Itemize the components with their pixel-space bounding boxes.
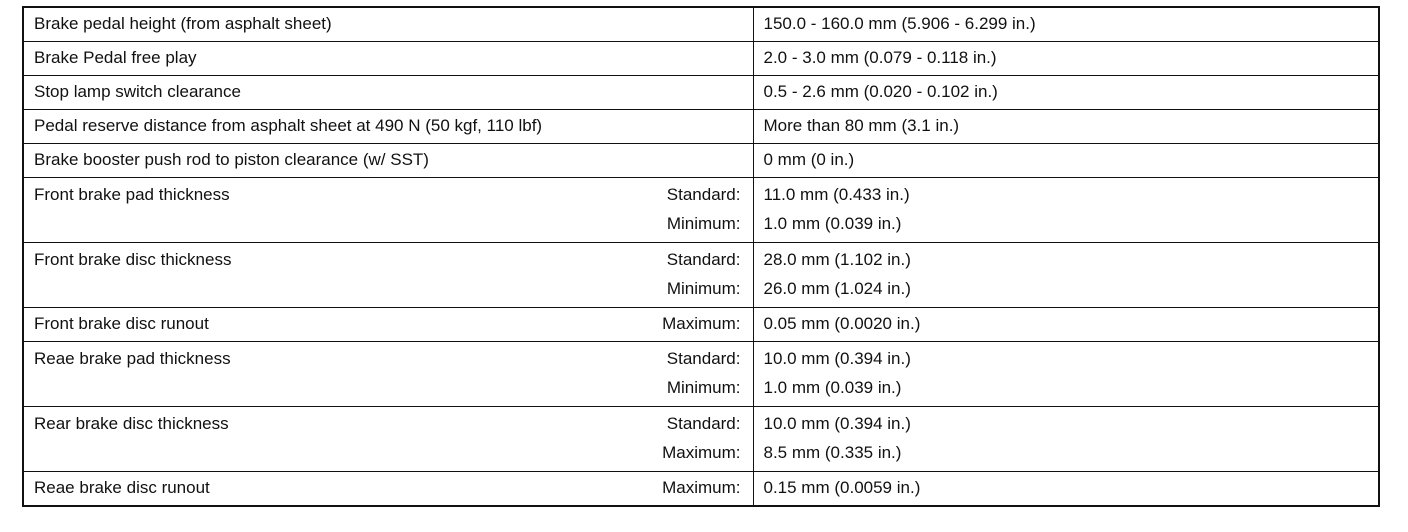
spec-value-cell <box>753 110 1379 144</box>
spec-item-label: Reae brake disc runout <box>34 478 210 497</box>
spec-qualifiers <box>662 407 740 467</box>
table-row <box>23 42 1379 76</box>
table-row <box>23 472 1379 507</box>
spec-value: 1.0 mm (0.039 in.) <box>763 214 902 233</box>
spec-value: 2.0 - 3.0 mm (0.079 - 0.118 in.) <box>763 48 997 67</box>
spec-value: 28.0 mm (1.102 in.) <box>763 250 911 269</box>
spec-qualifier: Maximum: <box>662 314 741 333</box>
table-row <box>23 308 1379 342</box>
table-row <box>23 243 1379 308</box>
spec-qualifiers <box>667 243 741 303</box>
spec-item-cell <box>23 144 753 178</box>
spec-item-label: Brake pedal height (from asphalt sheet) <box>34 14 332 33</box>
spec-qualifiers <box>667 178 741 238</box>
brake-specifications-table <box>22 6 1380 507</box>
spec-item-label: Stop lamp switch clearance <box>34 82 241 101</box>
spec-value-cell <box>753 178 1379 243</box>
spec-value: 1.0 mm (0.039 in.) <box>763 378 902 397</box>
table-row <box>23 110 1379 144</box>
spec-qualifier: Standard: <box>666 414 741 433</box>
spec-qualifiers <box>662 472 740 504</box>
spec-item-label: Brake Pedal free play <box>34 48 197 67</box>
spec-value: 10.0 mm (0.394 in.) <box>763 414 911 433</box>
spec-item-cell <box>23 7 753 42</box>
table-row <box>23 178 1379 243</box>
spec-value: 8.5 mm (0.335 in.) <box>763 443 902 462</box>
spec-item-cell <box>23 110 753 144</box>
spec-value-cell <box>753 308 1379 342</box>
spec-value-cell <box>753 342 1379 407</box>
spec-value: 11.0 mm (0.433 in.) <box>763 185 910 204</box>
spec-item-label: Pedal reserve distance from asphalt sheet at 490 N (50 kgf, 110 lbf) <box>34 116 543 135</box>
spec-qualifier: Maximum: <box>662 443 741 462</box>
spec-qualifier: Maximum: <box>662 478 741 497</box>
spec-qualifier: Standard: <box>666 185 741 204</box>
spec-value: 0 mm (0 in.) <box>763 150 855 169</box>
spec-item-label: Rear brake disc thickness <box>34 414 229 433</box>
spec-value: 150.0 - 160.0 mm (5.906 - 6.299 in.) <box>763 14 1036 33</box>
spec-value: 26.0 mm (1.024 in.) <box>763 279 911 298</box>
spec-value-cell <box>753 243 1379 308</box>
spec-value: More than 80 mm (3.1 in.) <box>763 116 960 135</box>
spec-value: 10.0 mm (0.394 in.) <box>763 349 911 368</box>
table-row <box>23 144 1379 178</box>
spec-item-cell <box>23 42 753 76</box>
spec-item-label: Front brake disc runout <box>34 314 209 333</box>
spec-qualifier: Minimum: <box>666 378 741 397</box>
spec-item-label: Front brake pad thickness <box>34 185 230 204</box>
table-row <box>23 342 1379 407</box>
spec-value: 0.15 mm (0.0059 in.) <box>763 478 921 497</box>
spec-value-cell <box>753 407 1379 472</box>
spec-item-cell <box>23 342 753 407</box>
spec-item-label: Brake booster push rod to piston clearance (w/ SST) <box>34 150 429 169</box>
spec-item-cell <box>23 472 753 507</box>
spec-item-label: Front brake disc thickness <box>34 250 232 269</box>
spec-value-cell <box>753 76 1379 110</box>
spec-qualifiers <box>667 342 741 402</box>
table-row <box>23 7 1379 42</box>
spec-value-cell <box>753 472 1379 507</box>
spec-qualifiers <box>662 308 740 340</box>
spec-value-cell <box>753 144 1379 178</box>
spec-item-cell <box>23 407 753 472</box>
spec-value-cell <box>753 42 1379 76</box>
spec-value: 0.5 - 2.6 mm (0.020 - 0.102 in.) <box>763 82 998 101</box>
spec-item-cell <box>23 243 753 308</box>
spec-qualifier: Standard: <box>666 349 741 368</box>
spec-qualifier: Minimum: <box>666 279 741 298</box>
spec-item-cell <box>23 308 753 342</box>
table-row <box>23 76 1379 110</box>
spec-item-cell <box>23 178 753 243</box>
spec-qualifier: Standard: <box>666 250 741 269</box>
spec-value-cell <box>753 7 1379 42</box>
spec-value: 0.05 mm (0.0020 in.) <box>763 314 921 333</box>
spec-qualifier: Minimum: <box>666 214 741 233</box>
spec-item-cell <box>23 76 753 110</box>
table-row <box>23 407 1379 472</box>
spec-item-label: Reae brake pad thickness <box>34 349 231 368</box>
